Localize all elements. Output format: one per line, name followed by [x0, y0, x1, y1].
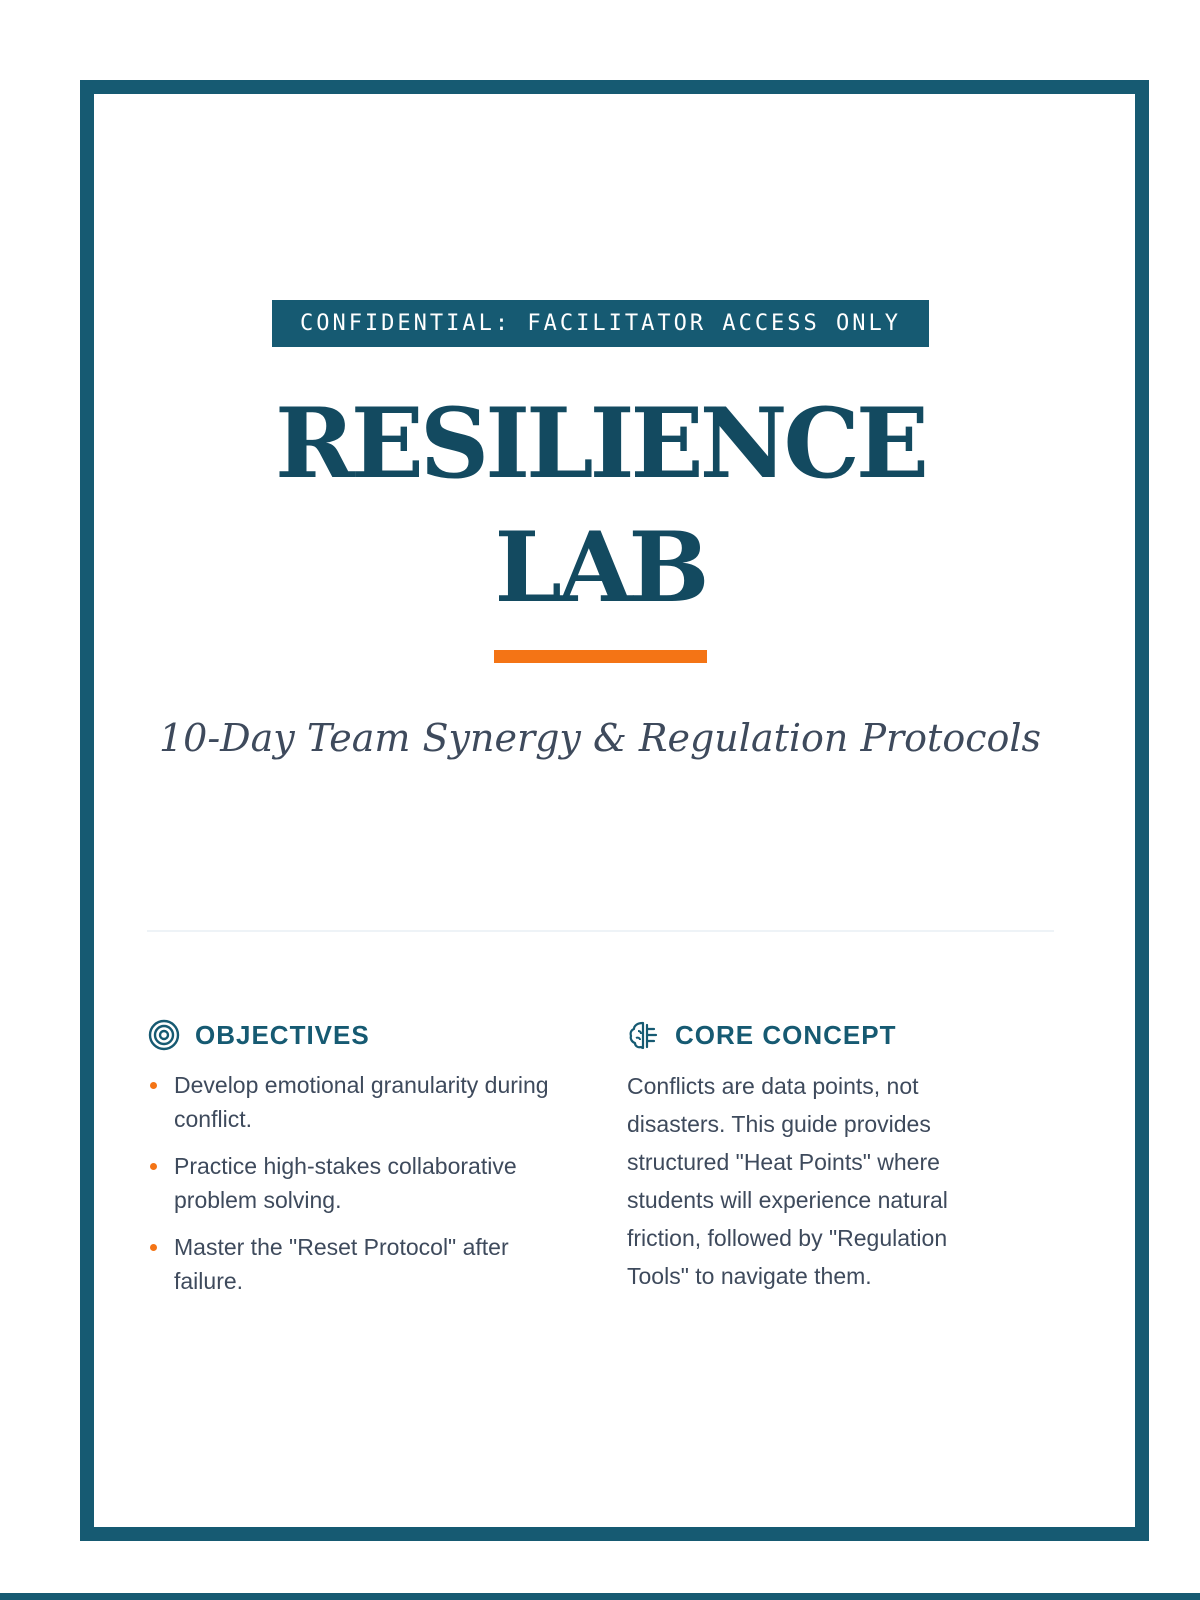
core-concept-heading: CORE CONCEPT: [675, 1019, 897, 1050]
objective-text: Develop emotional granularity during conflict.: [174, 1072, 549, 1132]
page-title: [150, 382, 1050, 630]
title-line-2: LAB: [494, 511, 706, 624]
title-line-1: RESILIENCE: [274, 387, 926, 500]
objective-text: Master the "Reset Protocol" after failure.: [174, 1234, 509, 1294]
bullet-dot: [150, 1163, 157, 1170]
core-concept-header: [627, 1015, 896, 1055]
objective-text: Practice high-stakes collaborative problem solving.: [174, 1153, 517, 1213]
core-concept-text: Conflicts are data points, not disasters. This guide provides structured "Heat Points" where students will experience natural friction, followed by "Regulation Tools" to navigate them.: [627, 1073, 948, 1289]
confidential-badge-text: CONFIDENTIAL: FACILITATOR ACCESS ONLY: [299, 311, 902, 336]
bullet-dot: [150, 1244, 157, 1251]
objectives-list: [150, 1068, 570, 1311]
list-item: [150, 1068, 570, 1136]
section-divider: [147, 930, 1054, 932]
title-accent-rule: [494, 650, 707, 663]
brain-icon: [627, 1018, 661, 1052]
bottom-edge-bar: [0, 1593, 1200, 1600]
list-item: [150, 1149, 570, 1217]
target-icon: [147, 1018, 181, 1052]
objectives-heading: OBJECTIVES: [195, 1019, 370, 1050]
list-item: [150, 1230, 570, 1298]
confidential-badge: [272, 300, 929, 347]
page-subtitle: 10-Day Team Synergy & Regulation Protocols: [158, 716, 1042, 760]
bullet-dot: [150, 1082, 157, 1089]
objectives-header: [147, 1015, 370, 1055]
